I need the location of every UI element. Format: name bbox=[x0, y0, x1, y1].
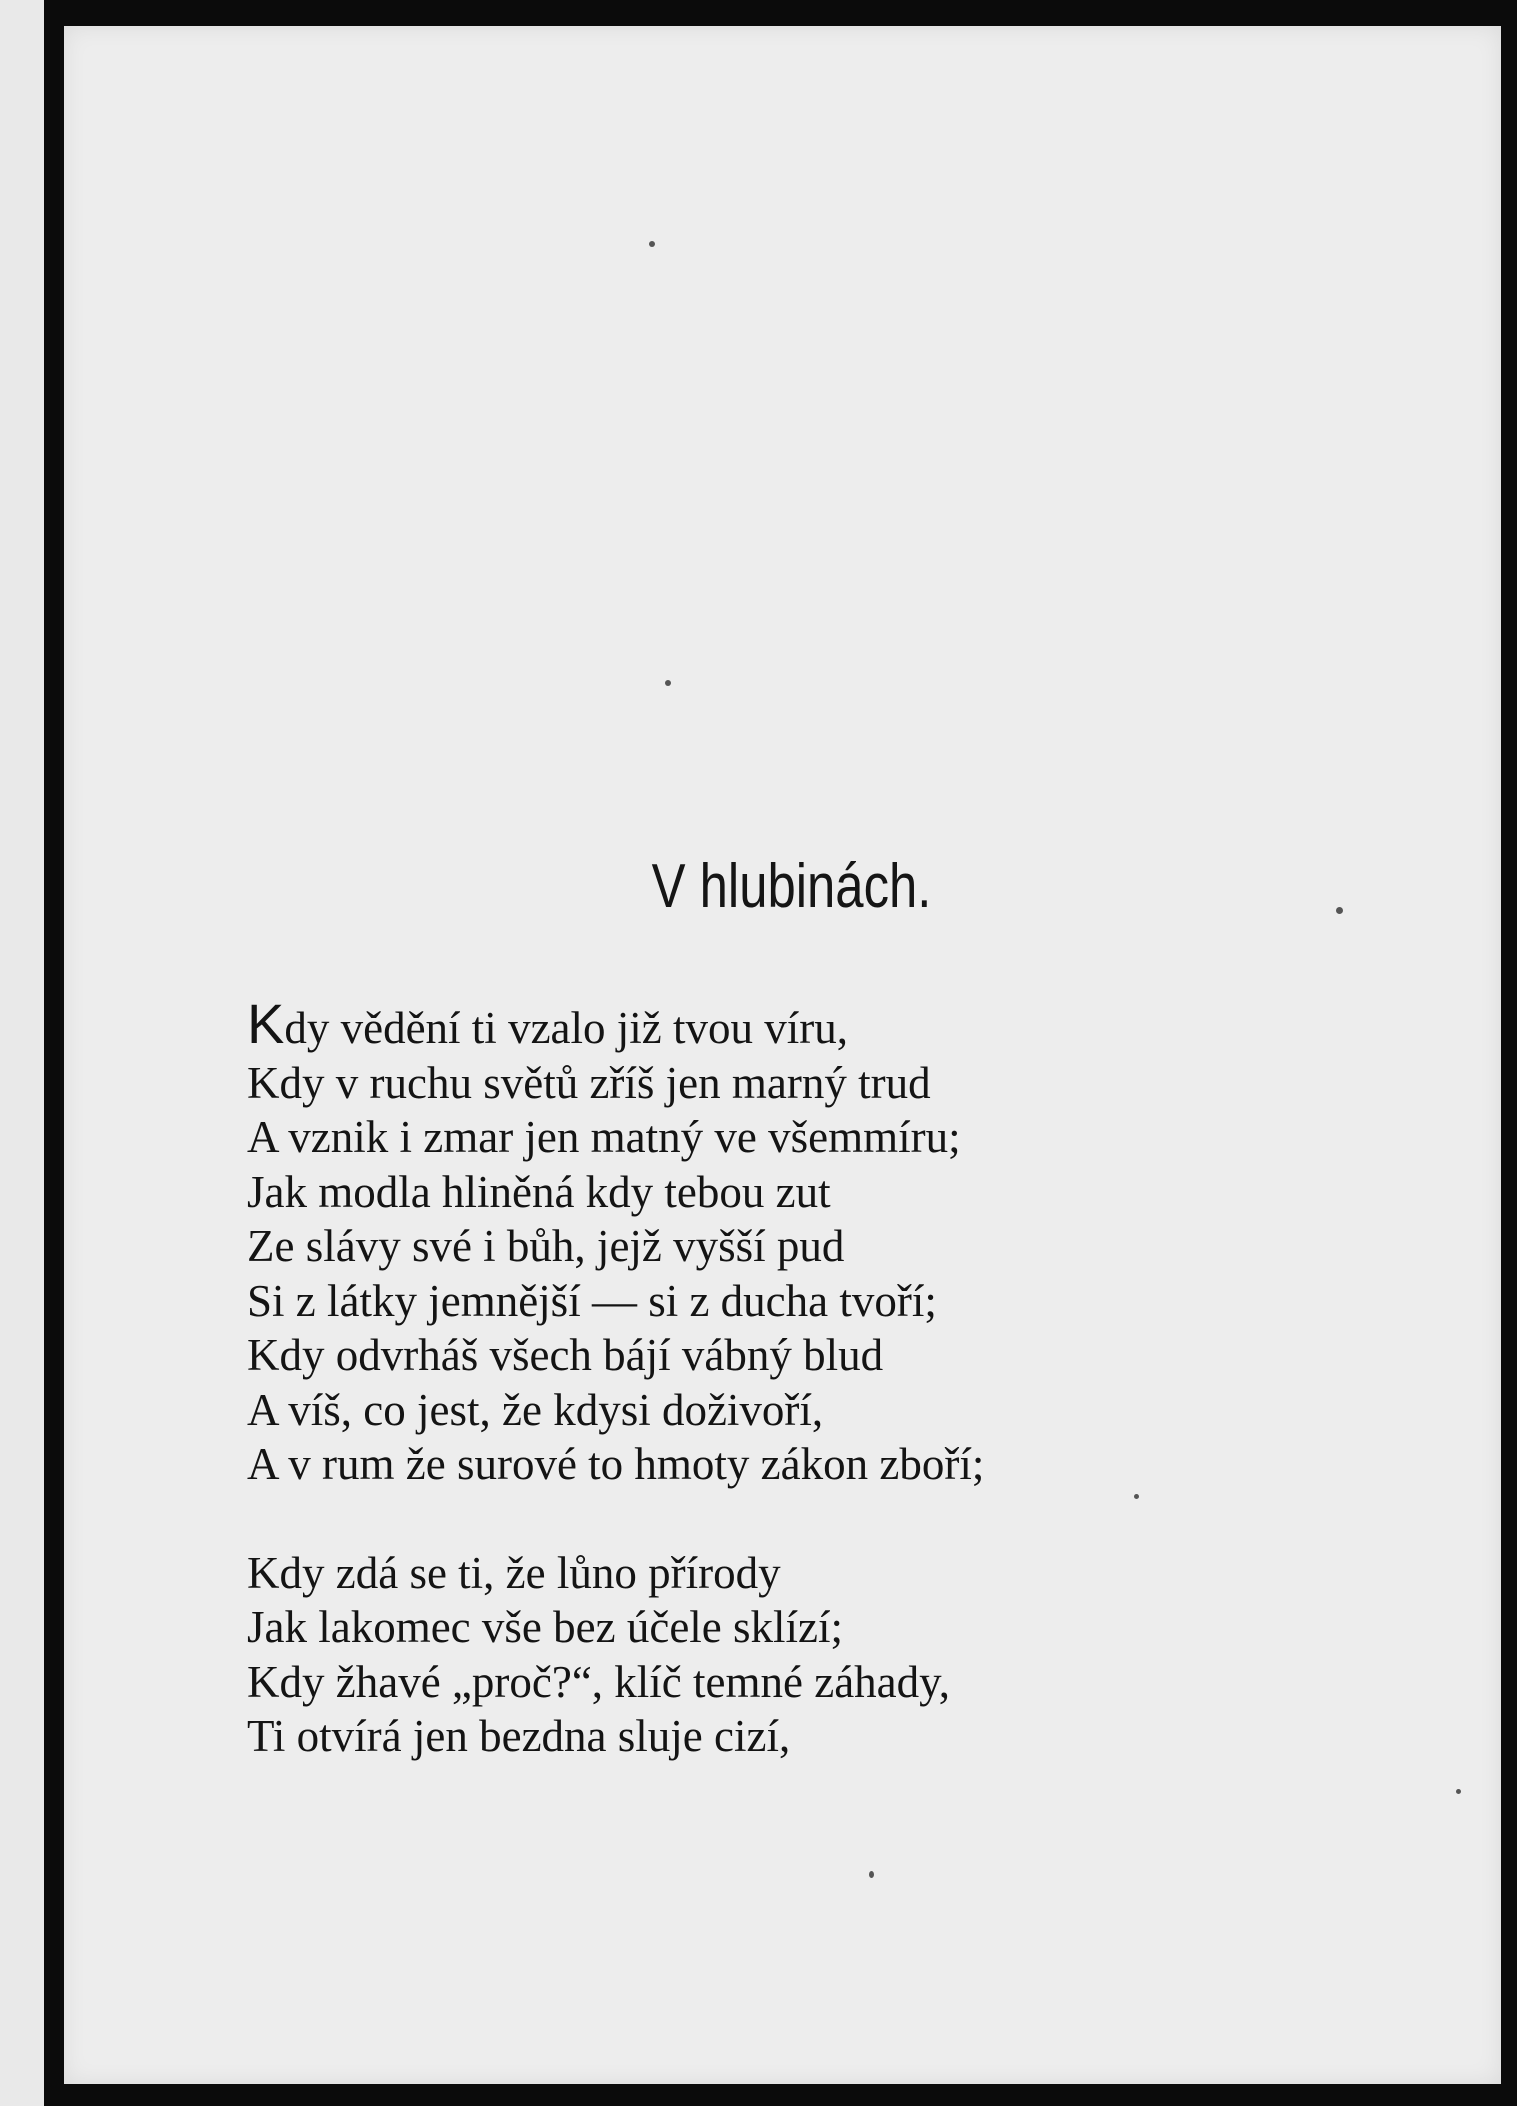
poem-line: A vznik i zmar jen matný ve všemmíru; bbox=[247, 1112, 961, 1162]
poem-line: Si z látky jemnější — si z ducha tvoří; bbox=[247, 1275, 937, 1326]
poem-line: Jak lakomec vše bez účele sklízí; bbox=[247, 1602, 844, 1652]
poem-line: Kdy v ruchu světů zříš jen marný trud bbox=[247, 1057, 931, 1108]
poem-line: Kdy odvrháš všech bájí vábný blud bbox=[247, 1330, 884, 1380]
previous-page-edge bbox=[0, 0, 44, 2106]
scan-speck bbox=[1456, 1789, 1461, 1794]
scan-speck bbox=[665, 680, 671, 686]
poem-line bbox=[247, 992, 984, 1056]
poem-line: Jak modla hliněná kdy tebou zut bbox=[247, 1166, 831, 1217]
stanza-1 bbox=[247, 992, 985, 1492]
scan-speck bbox=[1134, 1494, 1139, 1499]
poem-line: A víš, co jest, že kdysi doživoří, bbox=[247, 1384, 824, 1435]
poem-line: Ti otvírá jen bezdna sluje cizí, bbox=[247, 1711, 791, 1761]
poem-line: A v rum že surové to hmoty zákon zboří; bbox=[247, 1439, 985, 1489]
scan-speck bbox=[869, 1871, 874, 1878]
scan-speck bbox=[649, 241, 655, 247]
poem-line-text: dy vědění ti vzalo již tvou víru, bbox=[284, 1003, 848, 1053]
stanza-2 bbox=[247, 1546, 984, 1764]
poem-title: V hlubinách. bbox=[651, 851, 932, 921]
poem-line: Kdy žhavé „proč?“, klíč temné záhady, bbox=[247, 1656, 950, 1707]
initial-letter: K bbox=[247, 992, 285, 1055]
poem-line: Kdy zdá se ti, že lůno přírody bbox=[247, 1547, 781, 1598]
poem-body bbox=[247, 992, 985, 1818]
poem-line: Ze slávy své i bůh, jejž vyšší pud bbox=[247, 1221, 845, 1271]
book-page bbox=[64, 26, 1501, 2084]
